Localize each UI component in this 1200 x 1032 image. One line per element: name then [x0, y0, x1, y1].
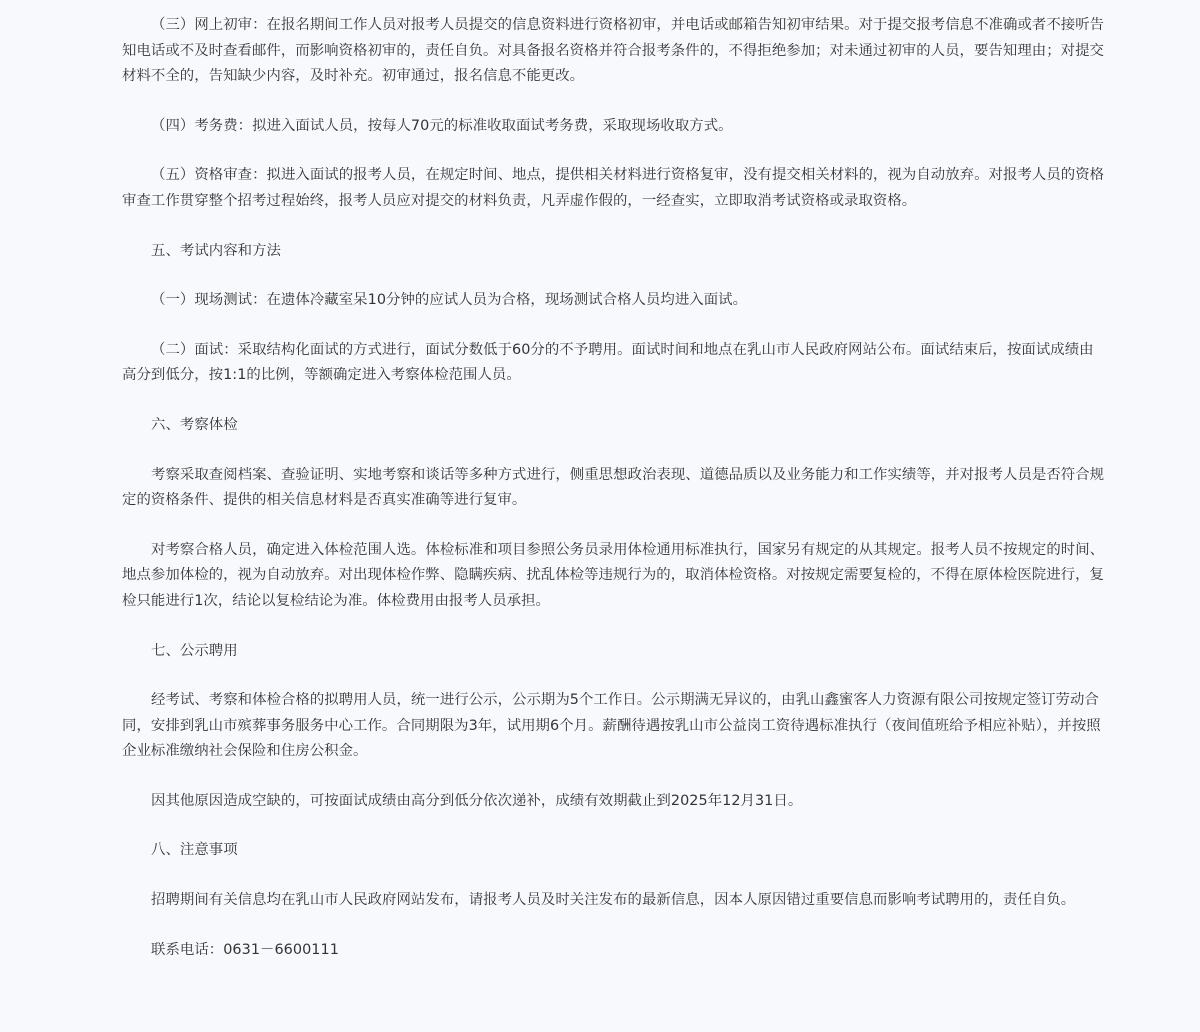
paragraph-notice: 招聘期间有关信息均在乳山市人民政府网站发布，请报考人员及时关注发布的最新信息，因本人原因错过重要信息而影响考试聘用的，责任自负。 — [151, 892, 1076, 909]
paragraph-qualification-review: （五）资格审查：拟进入面试的报考人员，在规定时间、地点，提供相关材料进行资格复审，没有提交相关材料的，视为自动放弃。对报考人员的资格审查工作贯穿整个招考过程始终，报考人员应对提交的材料负责，凡弄虚作假的，一经查实，立即取消考试资格或录取资格。 — [122, 167, 1105, 209]
section-heading-publicity: 七、公示聘用 — [151, 642, 238, 659]
contact-phone: 联系电话：0631－6600111 — [151, 941, 339, 958]
section-heading-exam-content: 五、考试内容和方法 — [151, 242, 281, 259]
paragraph-interview: （二）面试：采取结构化面试的方式进行，面试分数低于60分的不予聘用。面试时间和地点在乳山市人民政府网站公布。面试结束后，按面试成绩由高分到低分，按1:1的比例，等额确定进入考察体检范围人员。 — [122, 341, 1094, 384]
paragraph-inspection-methods: 考察采取查阅档案、查验证明、实地考察和谈话等多种方式进行，侧重思想政治表现、道德品质以及业务能力和工作实绩等，并对报考人员是否符合规定的资格条件、提供的相关信息材料是否真实准确等进行复审。 — [122, 466, 1105, 509]
paragraph-online-review: （三）网上初审：在报名期间工作人员对报考人员提交的信息资料进行资格初审，并电话或邮箱告知初审结果。对于提交报考信息不准确或者不接听告知电话或不及时查看邮件，而影响资格初审的，责任自负。对具备报名资格并符合报考条件的，不得拒绝参加；对未通过初审的人员，要告知理由；对提交材料不全的，告知缺少内容，及时补充。初审通过，报名信息不能更改。 — [122, 17, 1105, 85]
paragraph-onsite-test: （一）现场测试：在遗体冷藏室呆10分钟的应试人员为合格，现场测试合格人员均进入面试。 — [151, 292, 748, 309]
section-heading-notes: 八、注意事项 — [151, 842, 238, 859]
paragraph-physical-exam: 对考察合格人员，确定进入体检范围人选。体检标准和项目参照公务员录用体检通用标准执行，国家另有规定的从其规定。报考人员不按规定的时间、地点参加体检的，视为自动放弃。对出现体检作弊、隐瞒疾病、扰乱体检等违规行为的，取消体检资格。对按规定需要复检的，不得在原体检医院进行，复检只能进行1次，结论以复检结论为准。体检费用由报考人员承担。 — [122, 541, 1105, 609]
section-heading-inspection: 六、考察体检 — [151, 416, 238, 433]
paragraph-publicity-hiring: 经考试、考察和体检合格的拟聘用人员，统一进行公示，公示期为5个工作日。公示期满无异议的，由乳山鑫蜜客人力资源有限公司按规定签订劳动合同，安排到乳山市殡葬事务服务中心工作。合同期限为3年，试用期6个月。薪酬待遇按乳山市公益岗工资待遇标准执行（夜间值班给予相应补贴），并按照企业标准缴纳社会保险和住房公积金。 — [122, 692, 1101, 760]
paragraph-exam-fee: （四）考务费：拟进入面试人员，按每人70元的标准收取面试考务费，采取现场收取方式。 — [151, 117, 733, 134]
paragraph-vacancy-fill: 因其他原因造成空缺的，可按面试成绩由高分到低分依次递补，成绩有效期截止到2025年12月31日。 — [151, 792, 803, 809]
